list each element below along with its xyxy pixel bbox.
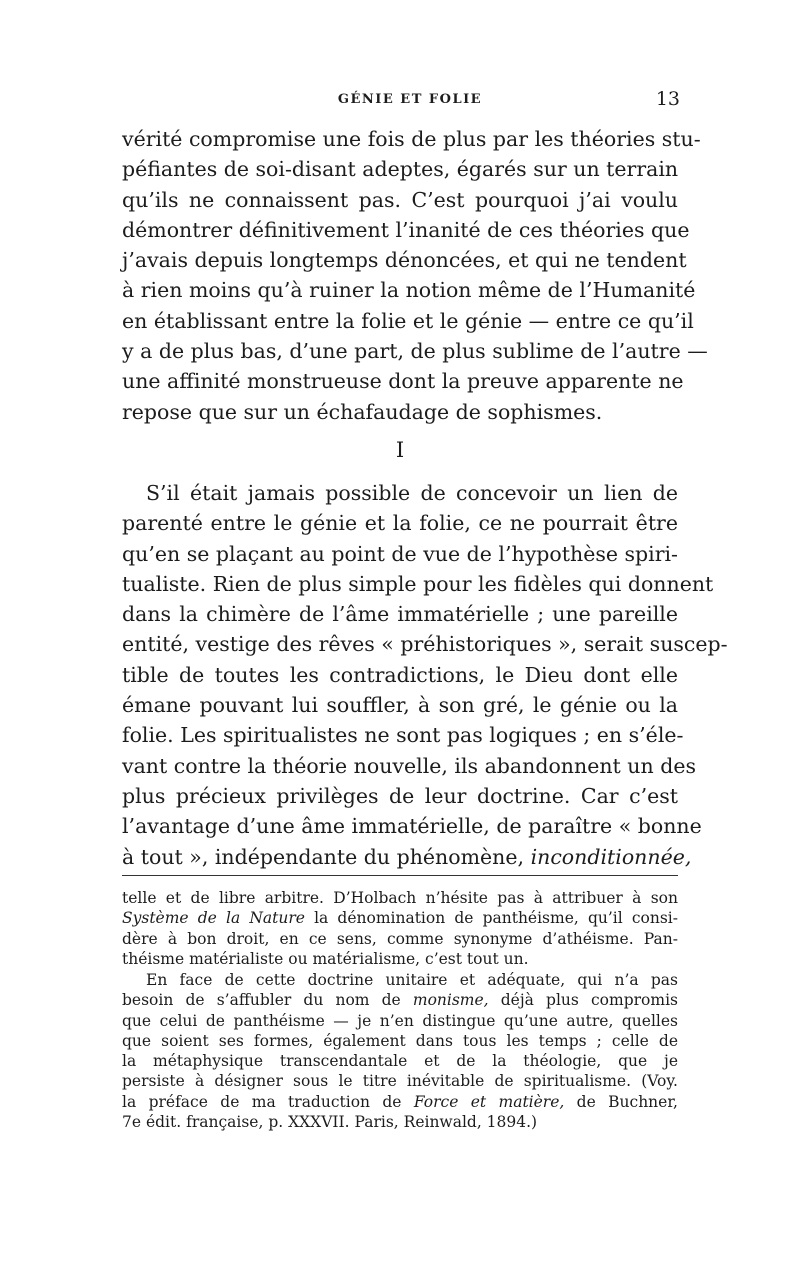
footnote-line: théisme matérialiste ou matérialisme, c’est tout un.	[122, 949, 529, 968]
text-line: vérité compromise une fois de plus par les théories stu-	[122, 127, 701, 151]
footnote-line: telle et de libre arbitre. D’Holbach n’hésite pas à attribuer à son	[122, 889, 678, 907]
footnote-separator	[122, 875, 678, 876]
text-line: folie. Les spiritualistes ne sont pas logiques ; en s’éle-	[122, 723, 684, 748]
footnote-line: persiste à désigner sous le titre inévitable de spiritualisme. (Voy.	[122, 1072, 678, 1091]
footnote-line: 7e édit. française, p. XXXVII. Paris, Reinwald, 1894.)	[122, 1113, 538, 1132]
footnote-line	[122, 990, 678, 1010]
running-title: GÉNIE ET FOLIE	[337, 92, 483, 107]
footnote-line: En face de cette doctrine unitaire et adéquate, qui n’a pas	[146, 971, 678, 989]
text-line: à rien moins qu’à ruiner la notion même de l’Humanité	[122, 278, 696, 303]
text-line: démontrer définitivement l’inanité de ces théories que	[122, 217, 690, 242]
text-line: qu’ils ne connaissent pas. C’est pourquoi j’ai voulu	[122, 187, 678, 212]
section-heading: I	[395, 438, 405, 462]
footnote-line: que celui de panthéisme — je n’en distingue qu’une autre, quelles	[122, 1011, 678, 1030]
text-segment: à tout », indépendante du phénomène,	[122, 844, 525, 869]
page-number: 13	[655, 88, 680, 110]
text-line: plus précieux privilèges de leur doctrine. Car c’est	[122, 783, 678, 808]
italic-term: inconditionnée,	[530, 844, 692, 869]
italic-title: Force et matière,	[413, 1092, 565, 1111]
text-line: vant contre la théorie nouvelle, ils abandonnent un des	[122, 753, 696, 778]
text-line-last	[122, 842, 692, 872]
text-line: une affinité monstrueuse dont la preuve apparente ne	[122, 369, 684, 394]
footnote-line	[122, 908, 678, 928]
text-segment: de Buchner,	[564, 1092, 678, 1111]
text-line: tible de toutes les contradictions, le Dieu dont elle	[122, 662, 678, 687]
paragraph-section-one	[122, 478, 728, 872]
footnote-line: que soient ses formes, également dans tous les temps ; celle de	[122, 1031, 678, 1050]
text-line: qu’en se plaçant au point de vue de l’hypothèse spiri-	[122, 541, 678, 566]
text-segment: la préface de ma traduction de	[122, 1092, 414, 1111]
text-segment: besoin de s’affubler du nom de	[122, 991, 413, 1010]
text-line: péfiantes de soi-disant adeptes, égarés sur un terrain	[122, 157, 679, 182]
footnote-continuation	[122, 888, 678, 969]
text-line: en établissant entre la folie et le génie — entre ce qu’il	[122, 308, 694, 333]
text-line: l’avantage d’une âme immatérielle, de paraître « bonne	[122, 814, 702, 839]
text-line: tualiste. Rien de plus simple pour les fidèles qui donnent	[122, 571, 714, 596]
text-line: émane pouvant lui souffler, à son gré, le génie ou la	[122, 693, 678, 718]
text-line: y a de plus bas, d’une part, de plus sublime de l’autre —	[122, 339, 708, 364]
footnote-line: dère à bon droit, en ce sens, comme synonyme d’athéisme. Pan-	[122, 929, 678, 948]
footnote-line: la métaphysique transcendantale et de la théologie, que je	[122, 1052, 678, 1071]
text-line: dans la chimère de l’âme immatérielle ; une pareille	[122, 602, 678, 627]
italic-term: monisme,	[412, 991, 489, 1010]
text-line: repose que sur un échafaudage de sophismes.	[122, 399, 603, 424]
paragraph-continuation	[122, 124, 708, 427]
text-segment: la dénomination de panthéisme, qu’il consi-	[304, 909, 678, 928]
footnote-paragraph	[122, 970, 678, 1132]
text-line: parenté entre le génie et la folie, ce ne pourrait être	[122, 511, 678, 536]
footnote-line	[122, 1092, 678, 1112]
italic-title: Système de la Nature	[122, 909, 305, 928]
text-line: S’il était jamais possible de concevoir un lien de	[146, 481, 678, 505]
text-segment: déjà plus compromis	[488, 991, 678, 1010]
text-line: j’avais depuis longtemps dénoncées, et qui ne tendent	[122, 248, 687, 273]
text-line: entité, vestige des rêves « préhistoriques », serait suscep-	[122, 632, 728, 657]
